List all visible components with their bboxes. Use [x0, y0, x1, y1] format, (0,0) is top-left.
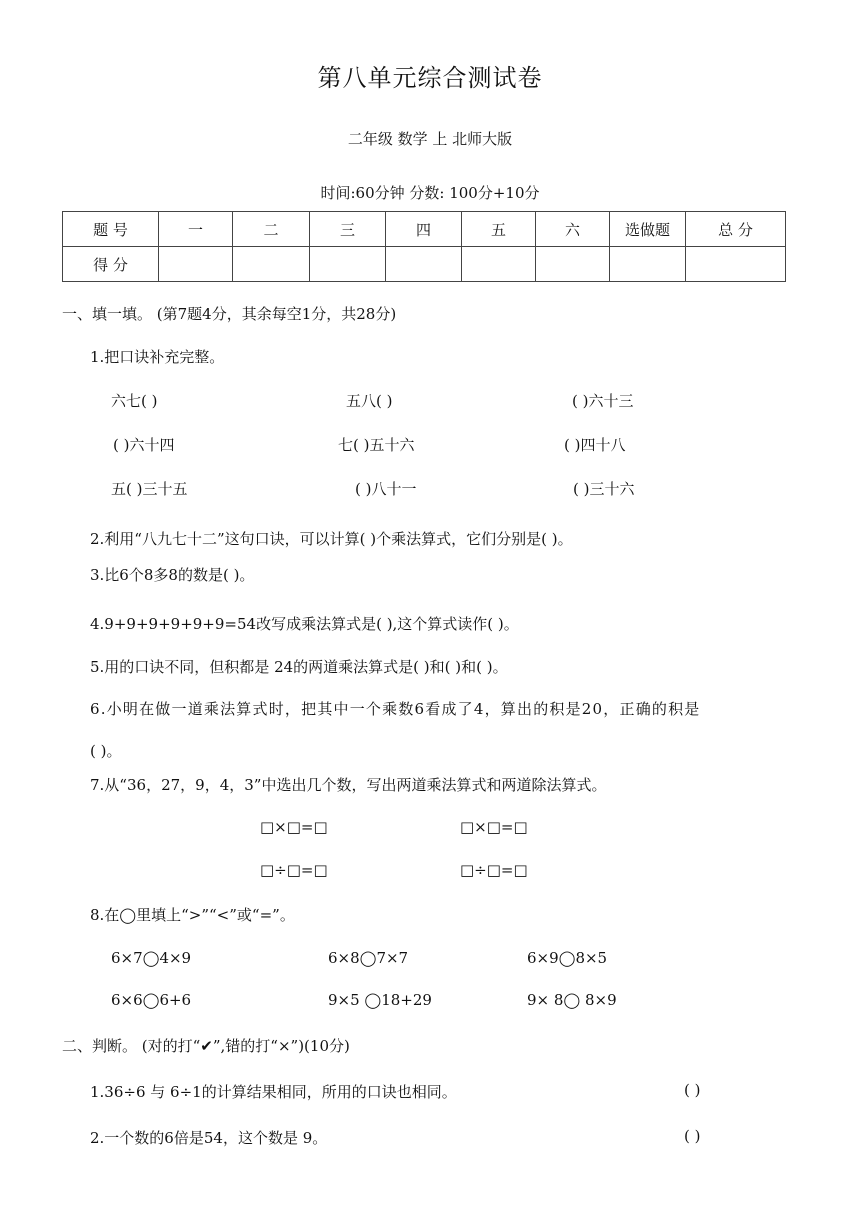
q8-compare-item[interactable]: 9×5 ◯18+29	[328, 991, 432, 1009]
score-table-header-cell: 总 分	[686, 212, 786, 247]
q7-blank-equation[interactable]: □×□=□	[260, 818, 328, 836]
question-7: 7.从“36，27，9，4，3”中选出几个数，写出两道乘法算式和两道除法算式。	[90, 776, 607, 794]
q7-blank-equation[interactable]: □×□=□	[460, 818, 528, 836]
question-5: 5.用的口诀不同，但积都是 24的两道乘法算式是( )和( )和( )。	[90, 658, 508, 676]
question-2: 2.利用“八九七十二”这句口诀，可以计算( )个乘法算式，它们分别是( )。	[90, 530, 573, 548]
score-cell[interactable]	[386, 247, 462, 282]
question-6-continued: ( )。	[90, 742, 122, 760]
q7-blank-equation[interactable]: □÷□=□	[460, 861, 528, 879]
section1-heading: 一、填一填。 (第7题4分，其余每空1分，共28分)	[62, 305, 397, 323]
question-3: 3.比6个8多8的数是( )。	[90, 566, 255, 584]
page-title: 第八单元综合测试卷	[317, 64, 543, 92]
score-cell[interactable]	[462, 247, 536, 282]
score-cell[interactable]	[610, 247, 686, 282]
score-table-header-cell: 四	[386, 212, 462, 247]
q1-item: 五八( )	[346, 392, 393, 410]
time-score-info: 时间:60分钟 分数: 100分+10分	[320, 184, 540, 202]
question-6: 6.小明在做一道乘法算式时，把其中一个乘数6看成了4，算出的积是20，正确的积是	[90, 700, 701, 718]
score-table-header-cell: 三	[310, 212, 386, 247]
page-subtitle: 二年级 数学 上 北师大版	[347, 130, 513, 148]
q1-item: ( )六十四	[113, 436, 175, 454]
question-1: 1.把口诀补充完整。	[90, 348, 225, 366]
score-table-header-cell: 选做题	[610, 212, 686, 247]
judge-answer-bracket[interactable]: ( )	[684, 1081, 701, 1099]
question-8: 8.在◯里填上“>”“<”或“=”。	[90, 906, 295, 924]
q8-compare-item[interactable]: 6×9◯8×5	[527, 949, 608, 967]
score-table	[62, 211, 786, 282]
score-table-header-cell: 题 号	[63, 212, 159, 247]
score-table-header-cell: 六	[536, 212, 610, 247]
score-cell[interactable]	[686, 247, 786, 282]
q1-item: ( )三十六	[573, 480, 635, 498]
judge-answer-bracket[interactable]: ( )	[684, 1127, 701, 1145]
q1-item: ( )六十三	[572, 392, 634, 410]
score-table-score-row	[63, 247, 786, 282]
q7-blank-equation[interactable]: □÷□=□	[260, 861, 328, 879]
score-cell[interactable]	[536, 247, 610, 282]
score-row-label: 得 分	[63, 247, 159, 282]
score-table-header-cell: 二	[233, 212, 310, 247]
q8-compare-item[interactable]: 9× 8◯ 8×9	[527, 991, 617, 1009]
score-cell[interactable]	[310, 247, 386, 282]
score-table-header-cell: 五	[462, 212, 536, 247]
judge-item: 1.36÷6 与 6÷1的计算结果相同，所用的口诀也相同。	[90, 1083, 457, 1101]
q8-compare-item[interactable]: 6×8◯7×7	[328, 949, 409, 967]
q1-item: 六七( )	[111, 392, 158, 410]
score-table-header-row	[63, 212, 786, 247]
score-cell[interactable]	[233, 247, 310, 282]
question-4: 4.9+9+9+9+9+9=54改写成乘法算式是( ),这个算式读作( )。	[90, 615, 519, 633]
score-table-header-cell: 一	[159, 212, 233, 247]
q1-item: 七( )五十六	[338, 436, 415, 454]
q1-item: 五( )三十五	[111, 480, 188, 498]
q1-item: ( )八十一	[355, 480, 417, 498]
q1-item: ( )四十八	[564, 436, 626, 454]
judge-item: 2.一个数的6倍是54，这个数是 9。	[90, 1129, 328, 1147]
q8-compare-item[interactable]: 6×6◯6+6	[111, 991, 192, 1009]
section2-heading: 二、判断。 (对的打“✔”,错的打“×”)(10分)	[62, 1037, 350, 1055]
q8-compare-item[interactable]: 6×7◯4×9	[111, 949, 192, 967]
score-cell[interactable]	[159, 247, 233, 282]
